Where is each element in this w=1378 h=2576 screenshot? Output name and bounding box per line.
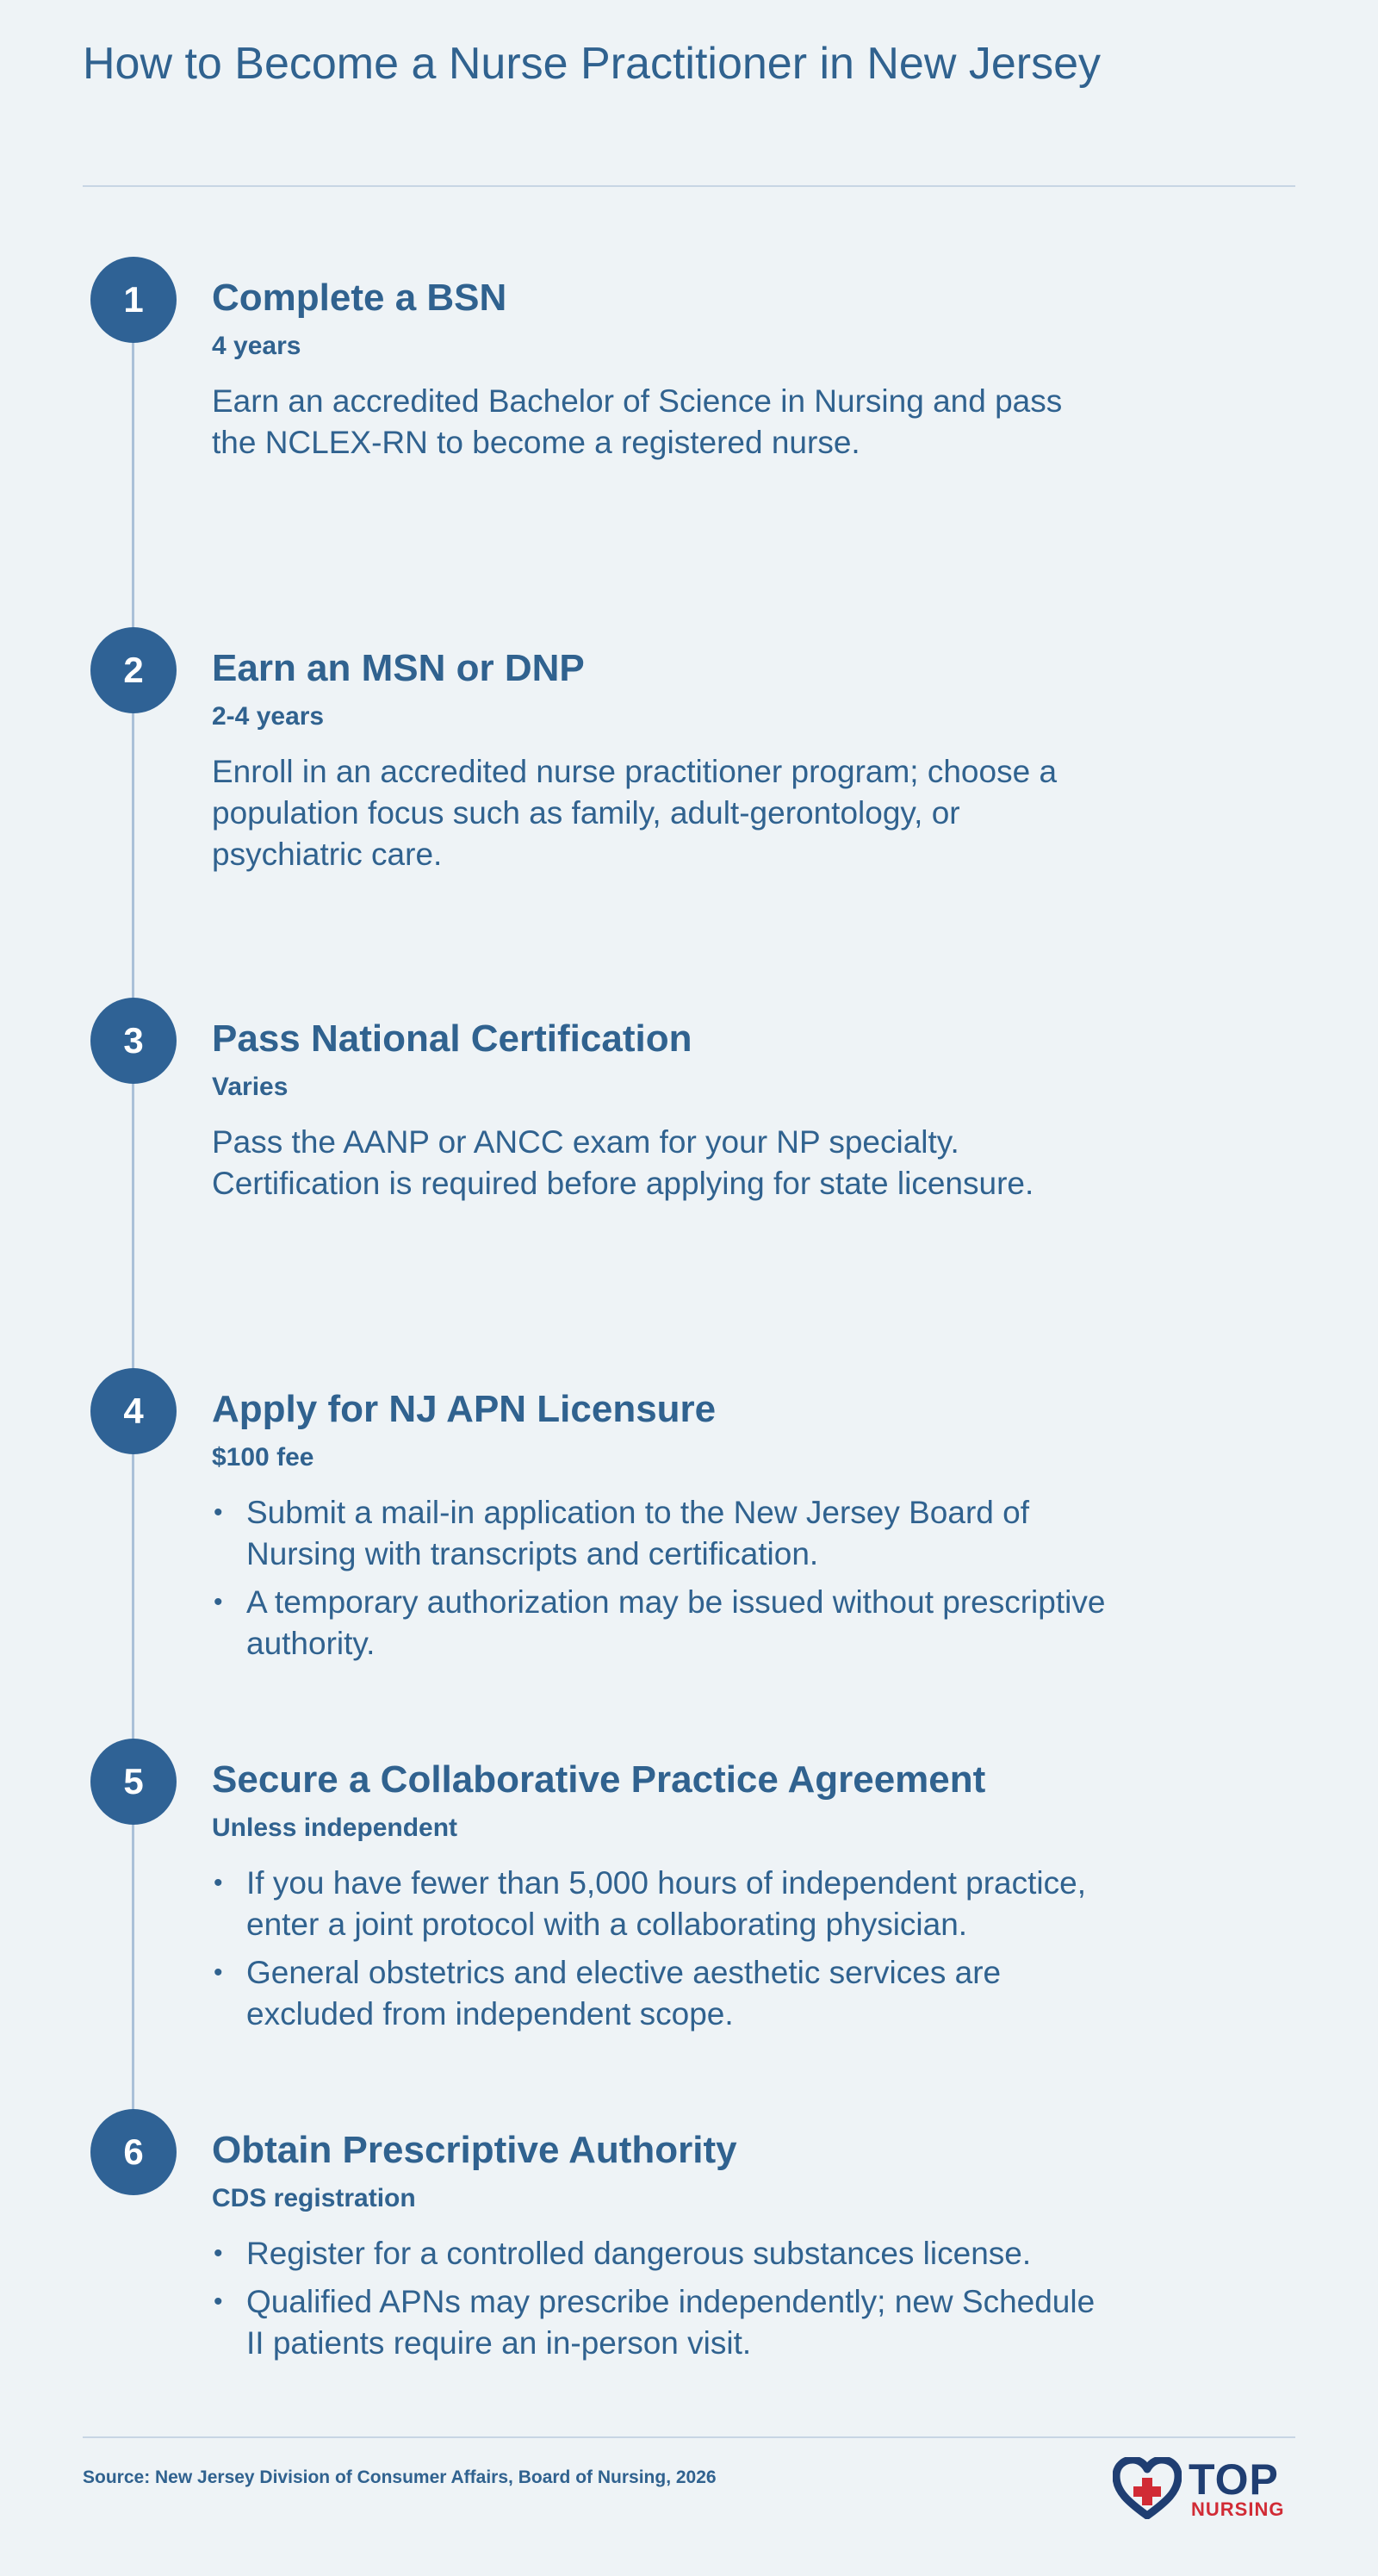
step-title: Pass National Certification <box>212 1017 692 1060</box>
step-number-badge: 2 <box>90 627 177 713</box>
step-bullet-list <box>212 1492 1108 1671</box>
step-description: Enroll in an accredited nurse practitioner program; choose a population focus such as family, adult-gerontology, or psychiatric care. <box>212 754 1058 872</box>
step-fee: $100 fee <box>212 1443 314 1472</box>
step-title: Obtain Prescriptive Authority <box>212 2129 737 2171</box>
step-title: Complete a BSN <box>212 277 507 319</box>
step-title: Earn an MSN or DNP <box>212 647 585 689</box>
heart-cross-icon <box>1113 2457 1182 2519</box>
step-bullet-list <box>212 2233 1108 2371</box>
logo-wordmark-top: TOP <box>1189 2455 1279 2504</box>
step-title: Apply for NJ APN Licensure <box>212 1388 717 1430</box>
step-number-badge: 5 <box>90 1739 177 1825</box>
step-bullet: • Qualified APNs may prescribe independently; new Schedule II patients require an in-person visit. <box>212 2281 1108 2364</box>
step-condition: Unless independent <box>212 1814 458 1842</box>
step-duration: Varies <box>212 1073 289 1101</box>
step-number-badge: 1 <box>90 257 177 343</box>
timeline-line <box>132 297 134 2128</box>
step-number-badge: 6 <box>90 2109 177 2195</box>
step-title: Secure a Collaborative Practice Agreement <box>212 1758 986 1801</box>
step-number-badge: 3 <box>90 998 177 1084</box>
step-duration: 4 years <box>212 332 301 360</box>
title-divider <box>83 185 1295 187</box>
top-nursing-logo <box>1113 2457 1295 2519</box>
source-citation: Source: New Jersey Division of Consumer Affairs, Board of Nursing, 2026 <box>83 2467 717 2487</box>
step-bullet: • Register for a controlled dangerous substances license. <box>212 2233 1108 2274</box>
step-duration: 2-4 years <box>212 702 325 731</box>
step-bullet: • General obstetrics and elective aesthetic services are excluded from independent scope. <box>212 1952 1108 2035</box>
step-number-badge: 4 <box>90 1368 177 1454</box>
step-bullet: • Submit a mail-in application to the New Jersey Board of Nursing with transcripts and certification. <box>212 1492 1108 1575</box>
footer-divider <box>83 2436 1295 2438</box>
logo-wordmark-nursing: NURSING <box>1191 2498 1285 2520</box>
step-description: Pass the AANP or ANCC exam for your NP specialty. Certification is required before applying for state licensure. <box>212 1124 1034 1201</box>
page-title: How to Become a Nurse Practitioner in New Jersey <box>83 39 1102 89</box>
step-bullet: • A temporary authorization may be issued without prescriptive authority. <box>212 1582 1108 1664</box>
step-description: Earn an accredited Bachelor of Science in Nursing and pass the NCLEX-RN to become a registered nurse. <box>212 383 1063 460</box>
step-bullet: • If you have fewer than 5,000 hours of independent practice, enter a joint protocol with a collaborating physician. <box>212 1863 1108 1945</box>
step-bullet-list <box>212 1863 1108 2042</box>
step-registration: CDS registration <box>212 2184 416 2212</box>
